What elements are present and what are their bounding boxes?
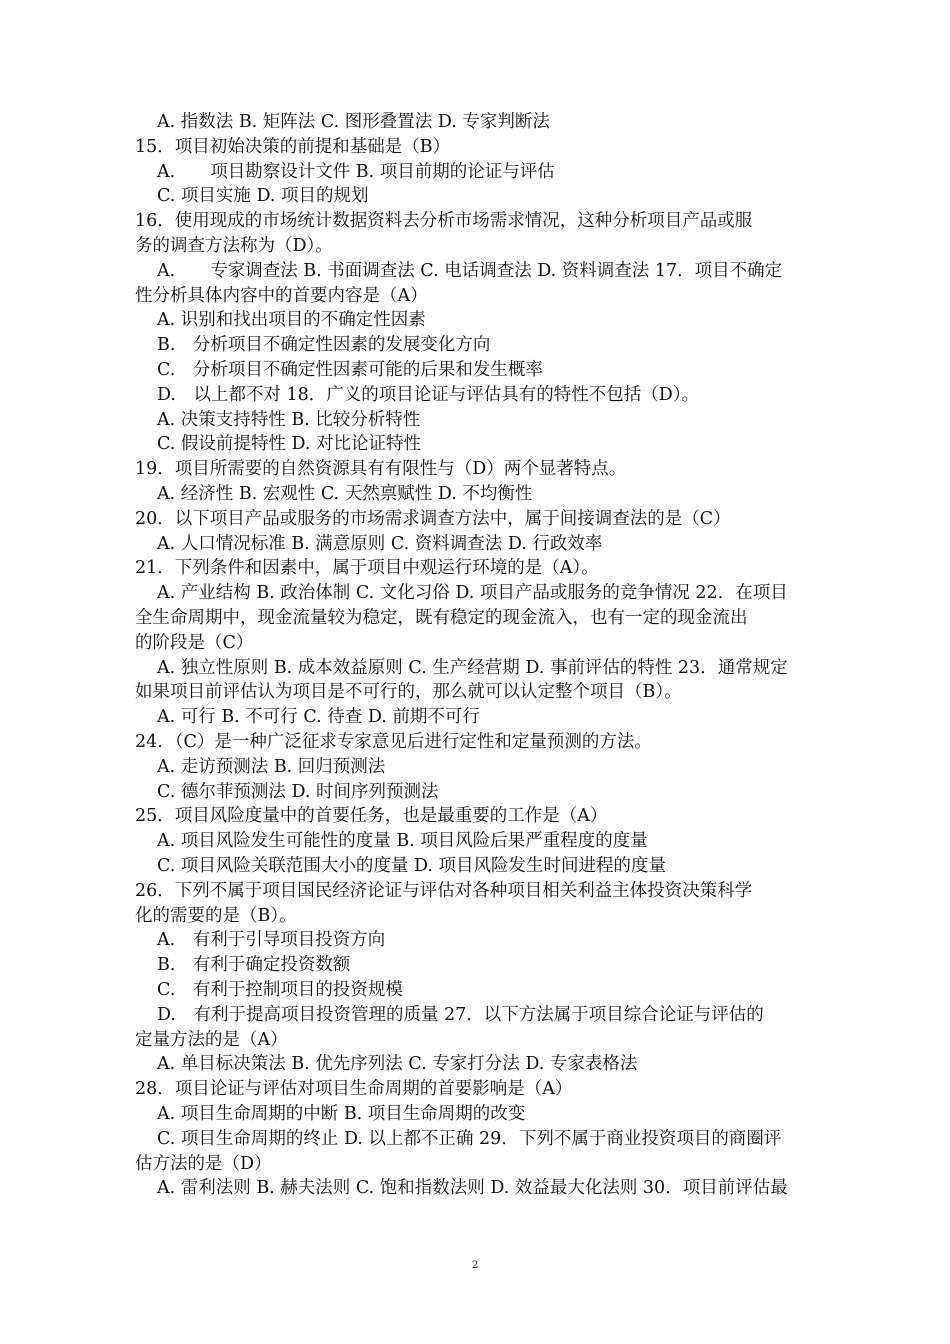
- option-line: C. 德尔菲预测法 D. 时间序列预测法: [157, 781, 439, 802]
- option-line: B. 有利于确定投资数额: [157, 955, 351, 976]
- option-line: A. 有利于引导项目投资方向: [157, 930, 386, 951]
- question-line: 估方法的是（D）: [135, 1153, 272, 1174]
- question-line: 28．项目论证与评估对项目生命周期的首要影响是（A）: [135, 1079, 573, 1100]
- option-line: C. 有利于控制项目的投资规模: [157, 980, 403, 1000]
- option-line: A. 产业结构 B. 政治体制 C. 文化习俗 D. 项目产品或服务的竞争情况 22．在项目: [157, 583, 788, 604]
- option-line: C. 项目风险关联范围大小的度量 D. 项目风险发生时间进程的度量: [157, 856, 666, 876]
- question-line: 全生命周期中，现金流量较为稳定，既有稳定的现金流入，也有一定的现金流出: [135, 608, 748, 628]
- question-line: 15．项目初始决策的前提和基础是（B）: [135, 136, 451, 157]
- option-line: C. 项目生命周期的终止 D. 以上都不正确 29．下列不属于商业投资项目的商圈评: [157, 1128, 782, 1149]
- option-line: A. 决策支持特性 B. 比较分析特性: [157, 409, 421, 430]
- option-line: A. 独立性原则 B. 成本效益原则 C. 生产经营期 D. 事前评估的特性 23．通常规定: [157, 657, 788, 678]
- option-line: A. 人口情况标准 B. 满意原则 C. 资料调查法 D. 行政效率: [157, 533, 603, 554]
- question-line: 21．下列条件和因素中，属于项目中观运行环境的是（A）。: [135, 558, 599, 579]
- option-line: A. 可行 B. 不可行 C. 待查 D. 前期不可行: [157, 707, 480, 728]
- option-line: A. 雷利法则 B. 赫夫法则 C. 饱和指数法则 D. 效益最大化法则 30．项目前评估最: [157, 1178, 788, 1199]
- option-line: C. 项目实施 D. 项目的规划: [157, 186, 369, 207]
- question-line: 25．项目风险度量中的首要任务，也是最重要的工作是（A）: [135, 806, 608, 827]
- option-line: A. 专家调查法 B. 书面调查法 C. 电话调查法 D. 资料调查法 17．项目不确定: [157, 260, 783, 281]
- page-number: 2: [471, 1260, 479, 1271]
- option-line: A. 识别和找出项目的不确定性因素: [157, 310, 426, 331]
- option-line: A. 走访预测法 B. 回归预测法: [157, 756, 386, 777]
- option-line: A. 项目风险发生可能性的度量 B. 项目风险后果严重程度的度量: [157, 831, 648, 852]
- question-line: 19．项目所需要的自然资源具有有限性与（D）两个显著特点。: [135, 459, 627, 480]
- option-line: C. 分析项目不确定性因素可能的后果和发生概率: [157, 360, 543, 380]
- option-line: A. 项目勘察设计文件 B. 项目前期的论证与评估: [157, 161, 555, 182]
- question-line: 性分析具体内容中的首要内容是（A）: [135, 285, 428, 306]
- question-line: 16．使用现成的市场统计数据资料去分析市场需求情况，这种分析项目产品或服: [135, 211, 753, 232]
- question-line: 化的需要的是（B）。: [135, 905, 297, 926]
- option-line: A. 指数法 B. 矩阵法 C. 图形叠置法 D. 专家判断法: [157, 112, 550, 132]
- question-line: 24．（C）是一种广泛征求专家意见后进行定性和定量预测的方法。: [135, 732, 652, 752]
- option-line: A. 单目标决策法 B. 优先序列法 C. 专家打分法 D. 专家表格法: [157, 1054, 638, 1075]
- question-line: 20．以下项目产品或服务的市场需求调查方法中，属于间接调查法的是（C）: [135, 508, 731, 529]
- option-line: D. 以上都不对 18．广义的项目论证与评估具有的特性不包括（D）。: [157, 384, 700, 405]
- question-line: 的阶段是（C）: [135, 632, 254, 653]
- question-line: 定量方法的是（A）: [135, 1029, 288, 1050]
- question-line: 务的调查方法称为（D）。: [135, 236, 333, 256]
- option-line: C. 假设前提特性 D. 对比论证特性: [157, 434, 421, 455]
- question-line: 26．下列不属于项目国民经济论证与评估对各种项目相关利益主体投资决策科学: [135, 880, 753, 901]
- option-line: A. 经济性 B. 宏观性 C. 天然禀赋性 D. 不均衡性: [157, 484, 533, 504]
- option-line: B. 分析项目不确定性因素的发展变化方向: [157, 335, 491, 356]
- option-line: A. 项目生命周期的中断 B. 项目生命周期的改变: [157, 1104, 526, 1124]
- question-line: 如果项目前评估认为项目是不可行的，那么就可以认定整个项目（B）。: [135, 682, 682, 703]
- option-line: D. 有利于提高项目投资管理的质量 27．以下方法属于项目综合论证与评估的: [157, 1004, 764, 1025]
